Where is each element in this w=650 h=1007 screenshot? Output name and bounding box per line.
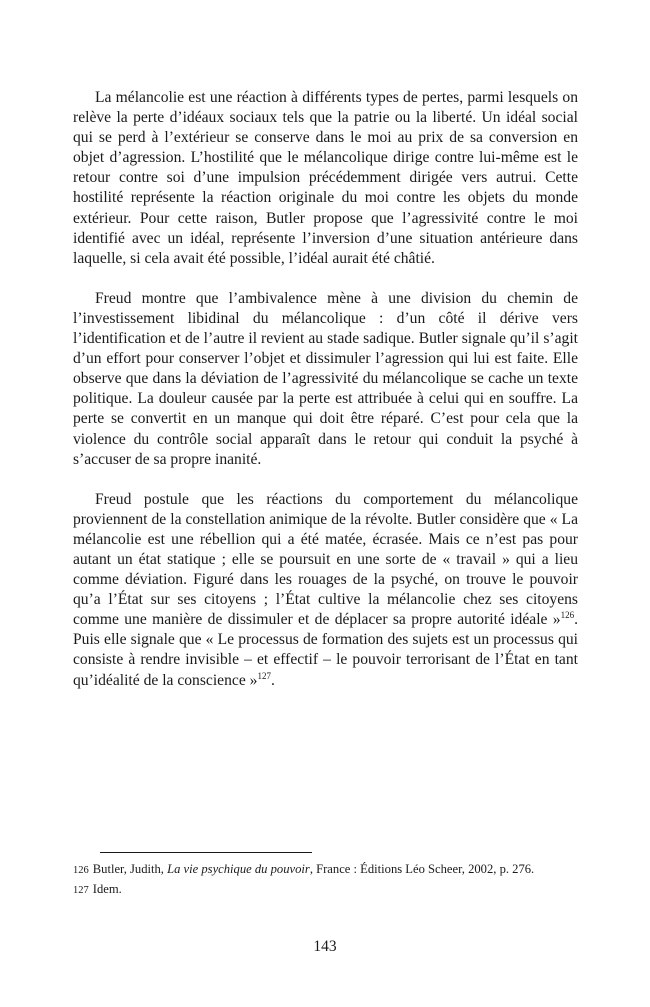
footnote-ref-127[interactable]: 127 <box>257 670 271 681</box>
footnote-book-title: La vie psychique du pouvoir <box>167 862 310 876</box>
paragraph-3 <box>73 490 578 691</box>
page-body <box>73 88 578 711</box>
page-number: 143 <box>313 938 337 955</box>
paragraph-2: Freud montre que l’ambivalence mène à une division du chemin de l’investissement libidinal du mélancolique : d’un côté il dérive vers l’identification et de l’autre il revient au stade sadique. Butler signale qu’il s’agit d’un effort pour conserver l’objet et dissimuler l’agression qui lui est faite. Elle observe que dans la déviation de l’agressivité du mélancolique se cache un texte politique. La douleur causée par la perte est attribuée à celui qui en souffre. La perte se convertit en un manque qui doit être réparé. C’est pour cela que la violence du contrôle social apparaît dans le retour qui conduit la psyché à s’accuser de sa propre inanité. <box>73 289 578 468</box>
paragraph-3-text-c: . <box>270 671 275 689</box>
paragraph-1: La mélancolie est une réaction à différents types de pertes, parmi lesquels on relève la perte d’idéaux sociaux tels que la patrie ou la liberté. Un idéal social qui se perd à l’extérieur se conserve dans le moi au prix de sa conversion en objet d’agression. L’hostilité que le mélancolique dirige contre lui-même est le retour contre soi d’une impulsion précédemment dirigée vers autrui. Cette hostilité représente la réaction originale du moi contre les objets du monde extérieur. Pour cette raison, Butler propose que l’agressivité contre le moi identifié avec un idéal, représente l’inversion d’une situation antérieure dans laquelle, si cela avait été possible, l’idéal aurait été châtié. <box>73 89 578 267</box>
paragraph-3-text-a: Freud postule que les réactions du comportement du mélancolique proviennent de la constellation animique de la révolte. Butler considère que « La mélancolie est une rébellion qui a été matée, écrasée. Mais ce n’est pas pour autant un état statique ; elle se poursuit en une sorte de « travail » qui a lieu comme déviation. Figuré dans les rouages de la psyché, on trouve le pouvoir qu’a l’État sur ses citoyens ; l’État cultive la mélancolie chez ses citoyens comme une manière de dissimuler et de déplacer sa propre autorité idéale » <box>73 490 578 629</box>
footnote-127 <box>73 880 578 900</box>
footnote-number: 126 <box>73 865 89 876</box>
footnote-text: Idem. <box>92 882 122 896</box>
footnote-126 <box>73 860 578 880</box>
footnote-text: Butler, Judith, <box>92 862 168 876</box>
paragraph-3-text-b: . Puis elle signale que « Le processus de formation des sujets est un processus qui consiste à rendre invisible – et effectif – le pouvoir terrorisant de l’État en tant qu’idéalité de la conscience » <box>73 611 578 689</box>
footnote-ref-126[interactable]: 126 <box>560 610 575 621</box>
footnote-number: 127 <box>73 885 89 896</box>
footnote-separator <box>100 852 312 853</box>
footnotes <box>73 860 578 900</box>
footnote-text-end: , France : Éditions Léo Scheer, 2002, p. 276. <box>309 862 535 876</box>
